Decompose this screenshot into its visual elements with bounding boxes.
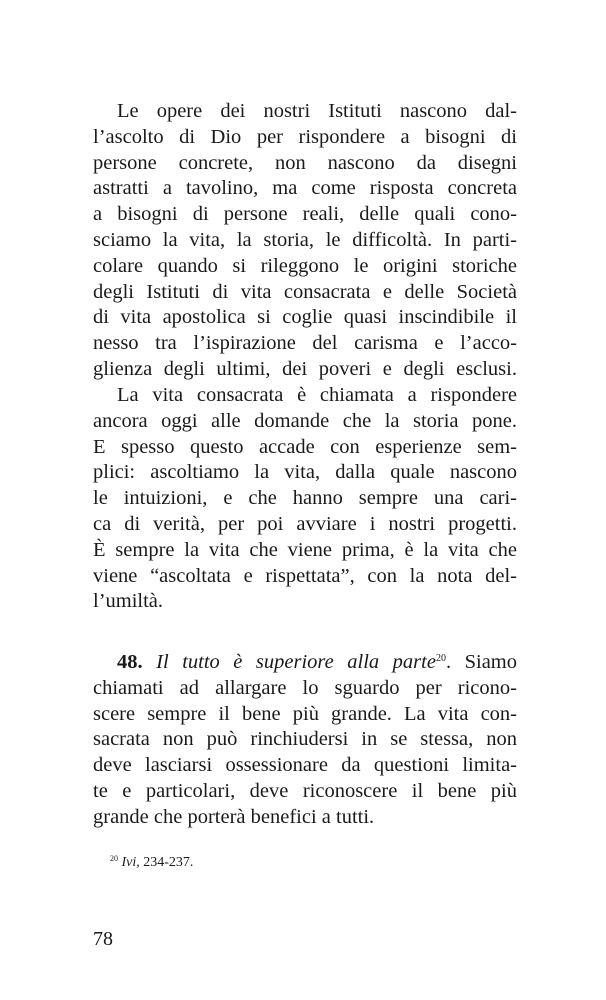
line-text: l’umiltà. [93, 590, 164, 613]
line-text: colare quando si rileggono le origini storiche [93, 254, 517, 277]
section-number: 48. [117, 651, 143, 673]
line-text: Le opere dei nostri Istituti nascono dal- [117, 100, 517, 122]
footnote-source: Ivi, [121, 855, 140, 870]
text-line [93, 125, 517, 151]
text-line [93, 176, 517, 202]
footnote-number: 20 [110, 854, 118, 863]
text-line [93, 589, 517, 615]
line-text: La vita consacrata è chiamata a rispondere [117, 384, 517, 406]
paragraph-2 [93, 383, 517, 615]
section-title: Il tutto è superiore alla parte [156, 651, 436, 673]
footnote [110, 855, 193, 871]
text-line [93, 564, 517, 590]
line-text: ancora oggi alle domande che la storia pone. [93, 409, 517, 432]
line-text: E spesso questo accade con esperienze sem- [93, 435, 517, 458]
text-line [93, 228, 517, 254]
text-line [93, 202, 517, 228]
line-text: scere sempre il bene più grande. La vita con- [93, 702, 517, 725]
line-text [117, 650, 517, 676]
footnote-pages: 234-237. [139, 855, 194, 870]
line-text: l’ascolto di Dio per rispondere a bisogni di [93, 125, 517, 148]
text-line [93, 538, 517, 564]
text-line [93, 331, 517, 357]
line-text: astratti a tavolino, ma come risposta concreta [93, 177, 517, 200]
text-fragment: . Siamo [445, 651, 518, 673]
text-line [93, 702, 517, 728]
line-text: deve lasciarsi ossessionare da questioni limita- [93, 754, 517, 777]
text-line [93, 435, 517, 461]
line-text: le intuizioni, e che hanno sempre una cari- [93, 487, 517, 510]
line-text: persone concrete, non nascono da disegni [93, 151, 517, 174]
text-line [93, 357, 517, 383]
text-line [93, 99, 517, 125]
text-line [93, 486, 517, 512]
line-text: plici: ascoltiamo la vita, dalla quale nascono [93, 461, 517, 484]
text-line [93, 460, 517, 486]
text-line [93, 753, 517, 779]
page-number: 78 [93, 928, 113, 950]
text-line [93, 676, 517, 702]
line-text: chiamati ad allargare lo sguardo per ricono- [93, 676, 517, 699]
text-line [93, 727, 517, 753]
text-line [93, 151, 517, 177]
line-text: degli Istituti di vita consacrata e delle Società [93, 280, 517, 303]
text-line [93, 383, 517, 409]
line-text: viene “ascoltata e rispettata”, con la nota del- [93, 564, 517, 587]
footnote-ref[interactable]: 20 [435, 653, 446, 664]
line-text: sciamo la vita, la storia, le difficoltà. In parti- [93, 228, 517, 251]
section-heading-line [93, 650, 517, 676]
line-text: glienza degli ultimi, dei poveri e degli esclusi. [93, 357, 517, 380]
text-line [93, 280, 517, 306]
text-line [93, 512, 517, 538]
line-text: nesso tra l’ispirazione del carisma e l’acco- [93, 332, 517, 355]
line-text: ca di verità, per poi avviare i nostri progetti. [93, 512, 517, 535]
section-48 [93, 650, 517, 831]
line-text: di vita apostolica si coglie quasi inscindibile il [93, 306, 517, 329]
line-text: te e particolari, deve riconoscere il bene più [93, 779, 517, 802]
line-text: sacrata non può rinchiudersi in se stessa, non [93, 728, 517, 751]
line-text: a bisogni di persone reali, delle quali cono- [93, 203, 517, 226]
paragraph-1 [93, 99, 517, 383]
text-line [93, 779, 517, 805]
text-line [93, 305, 517, 331]
text-line [93, 254, 517, 280]
line-text: grande che porterà benefici a tutti. [93, 805, 375, 828]
text-line [93, 805, 517, 831]
text-line [93, 409, 517, 435]
line-text: È sempre la vita che viene prima, è la vita che [93, 538, 517, 561]
